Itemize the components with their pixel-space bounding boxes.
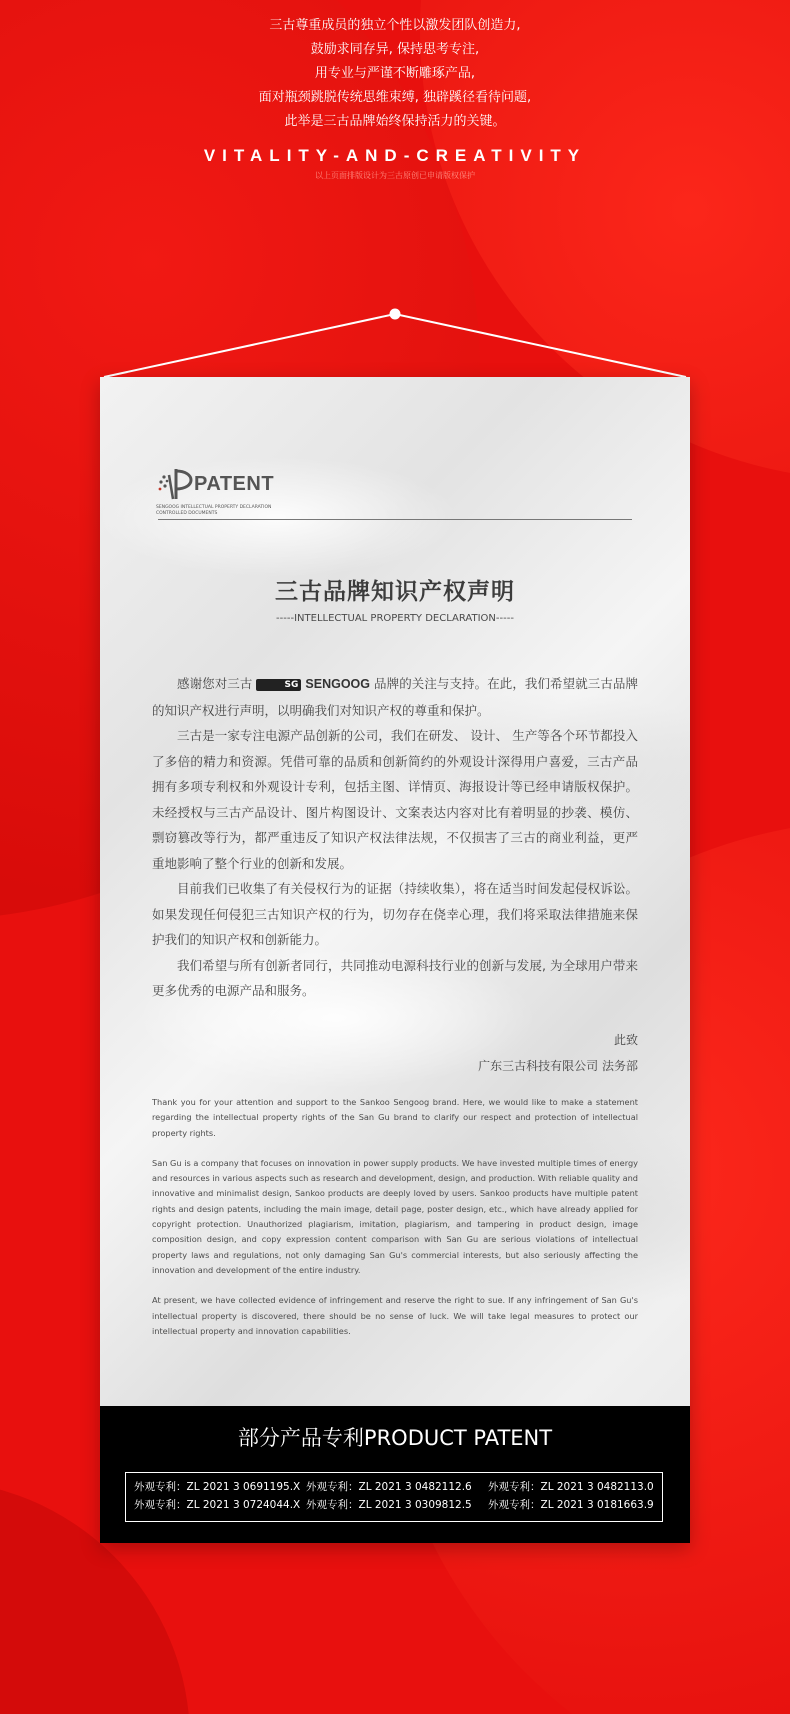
brand-name: SENGOOG xyxy=(305,677,370,691)
closing-salutation: 此致 xyxy=(613,1033,638,1047)
english-body xyxy=(152,1095,638,1354)
brand-logo-chip: SG xyxy=(256,679,301,691)
patent-list-box xyxy=(125,1472,663,1522)
patent-logo-word: PATENT xyxy=(194,473,275,495)
paragraph: 感谢您对三古 SG SENGOOG 品牌的关注与支持。在此，我们希望就三古品牌的知识产权进行声明，以明确我们对知识产权的尊重和保护。 xyxy=(152,676,638,718)
intro-line: 鼓励求同存异, 保持思考专注, xyxy=(310,42,480,57)
intro-line: 三古尊重成员的独立个性以激发团队创造力, xyxy=(269,18,521,33)
intro-line: 此举是三古品牌始终保持活力的关键。 xyxy=(284,114,506,129)
patent-logo-icon xyxy=(156,467,196,501)
patent-item: 外观专利：ZL 2021 3 0482112.6 xyxy=(306,1481,472,1493)
hanging-string xyxy=(0,0,790,380)
declaration-banner xyxy=(100,377,690,1543)
paragraph: 三古是一家专注电源产品创新的公司，我们在研发、 设计、 生产等各个环节都投入了多倍的精力和资源。凭借可靠的品质和创新简约的外观设计深得用户喜爱，三古产品拥有多项专利权和外观设计专利，包括主图、详情页、海报设计等已经申请版权保护。未经授权与三古产品设计、图片构图设计、文案表达内容对比有着明显的抄袭、模仿、剽窃篡改等行为，都严重违反了知识产权法律法规，不仅损害了三古的商业利益，更严重地影响了整个行业的创新和发展。 xyxy=(152,728,638,871)
product-patent-section xyxy=(100,1406,690,1543)
copyright-note: 以上页面排版设计为三古原创已申请版权保护 xyxy=(315,171,475,180)
chinese-body xyxy=(152,671,638,1004)
paragraph: San Gu is a company that focuses on innovation in power supply products. We have invested multiple times of energy and resources in various aspects such as research and development, design, and production. With reliable quality and innovative and minimalist design, Sankoo products are deeply loved by users. Sankoo products have multiple patent rights and design patents, including the main image, detail page, poster design, etc., which have already applied for copyright protection. Unauthorized plagiarism, imitation, plagiarism, and tampering in product design, image composition design, and copy expression content comparison with San Gu are serious violations of intellectual property laws and regulations, not only damaging San Gu's commercial interests, but also seriously affecting the innovation and development of the entire industry. xyxy=(152,1157,638,1275)
header-divider xyxy=(158,519,632,520)
paragraph: Thank you for your attention and support to the Sankoo Sengoog brand. Here, we would like to make a statement regarding the intellectual property rights of the San Gu brand to clarify our respect and protection of intellectual property rights. xyxy=(152,1097,638,1138)
declaration-subtitle: -----INTELLECTUAL PROPERTY DECLARATION----- xyxy=(276,613,514,624)
paragraph: 我们希望与所有创新者同行，共同推动电源科技行业的创新与发展, 为全球用户带来更多优秀的电源产品和服务。 xyxy=(152,957,638,998)
patent-section-title: 部分产品专利PRODUCT PATENT xyxy=(237,1426,553,1450)
signature-company: 广东三古科技有限公司 法务部 xyxy=(478,1059,638,1073)
declaration-title: 三古品牌知识产权声明 xyxy=(275,579,515,605)
patent-item: 外观专利：ZL 2021 3 0181663.9 xyxy=(488,1499,654,1511)
hanging-pin-icon xyxy=(390,309,401,320)
patent-logo xyxy=(156,467,296,517)
paragraph: At present, we have collected evidence of infringement and reserve the right to sue. If any infringement of San Gu's intellectual property is discovered, there should be no sense of luck. We will take legal measures to protect our intellectual property and innovation capabilities. xyxy=(152,1295,638,1336)
patent-item: 外观专利：ZL 2021 3 0482113.0 xyxy=(488,1481,654,1493)
intro-line: 面对瓶颈跳脱传统思维束缚, 独辟蹊径看待问题, xyxy=(258,90,532,105)
patent-list xyxy=(134,1480,658,1512)
patent-item: 外观专利：ZL 2021 3 0724044.X xyxy=(134,1499,301,1511)
intro-line: 用专业与严谨不断雕琢产品, xyxy=(314,66,476,81)
paragraph: 目前我们已收集了有关侵权行为的证据（持续收集），将在适当时间发起侵权诉讼。如果发现任何侵犯三古知识产权的行为，切勿存在侥幸心理，我们将采取法律措施来保护我们的知识产权和创新能力。 xyxy=(152,881,638,947)
patent-item: 外观专利：ZL 2021 3 0691195.X xyxy=(134,1481,301,1493)
patent-item: 外观专利：ZL 2021 3 0309812.5 xyxy=(306,1499,472,1511)
patent-logo-subtitle: SENGOOG INTELLECTUAL PROPERTY DECLARATION CONTROLLED DOCUMENTS xyxy=(156,505,272,516)
tagline: VITALITY-AND-CREATIVITY xyxy=(203,146,587,165)
